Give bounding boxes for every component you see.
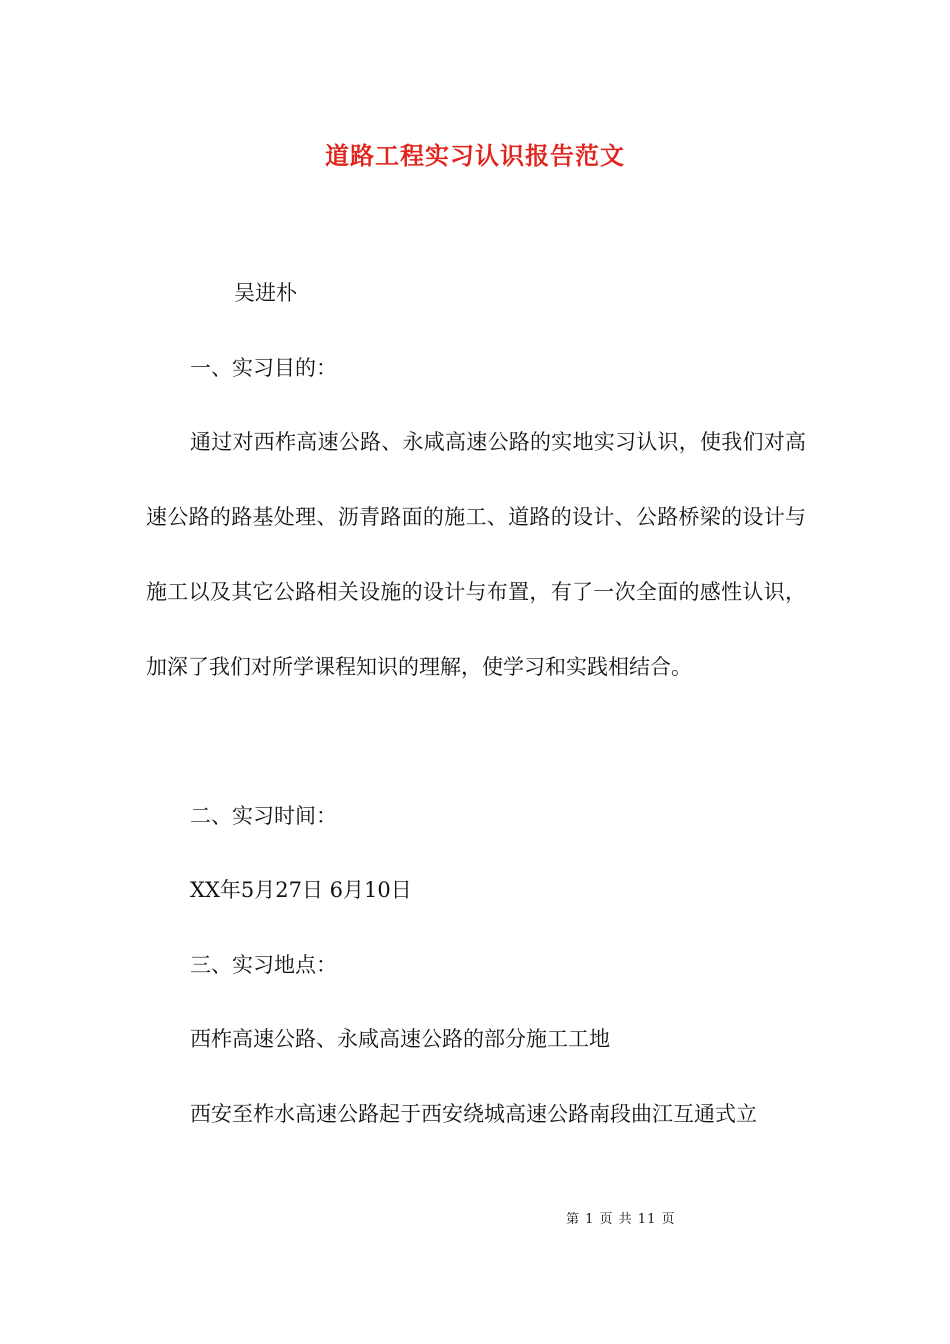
section-heading-place: 三、实习地点： xyxy=(190,953,337,977)
page-footer: 第 1 页 共 11 页 xyxy=(566,1212,676,1227)
section-body-purpose: 通过对西柞高速公路、永咸高速公路的实地实习认识，使我们对高速公路的路基处理、沥青路面的施工、道路的设计、公路桥梁的设计与施工以及其它公路相关设施的设计与布置，有了一次全面的感性认识，加深了我们对所学课程知识的理解，使学习和实践相结合。 xyxy=(146,430,806,679)
section-body-time: XX年5月27日 6月10日 xyxy=(190,878,412,902)
paragraph-start-line: 西安至柞水高速公路起于西安绕城高速公路南段曲江互通式立 xyxy=(190,1102,757,1126)
section-heading-purpose: 一、实习目的： xyxy=(190,356,337,380)
author-name: 吴进朴 xyxy=(234,281,297,305)
section-heading-time: 二、实习时间： xyxy=(190,804,337,828)
section-body-place: 西柞高速公路、永咸高速公路的部分施工工地 xyxy=(190,1027,610,1051)
document-title: 道路工程实习认识报告范文 xyxy=(325,141,625,170)
